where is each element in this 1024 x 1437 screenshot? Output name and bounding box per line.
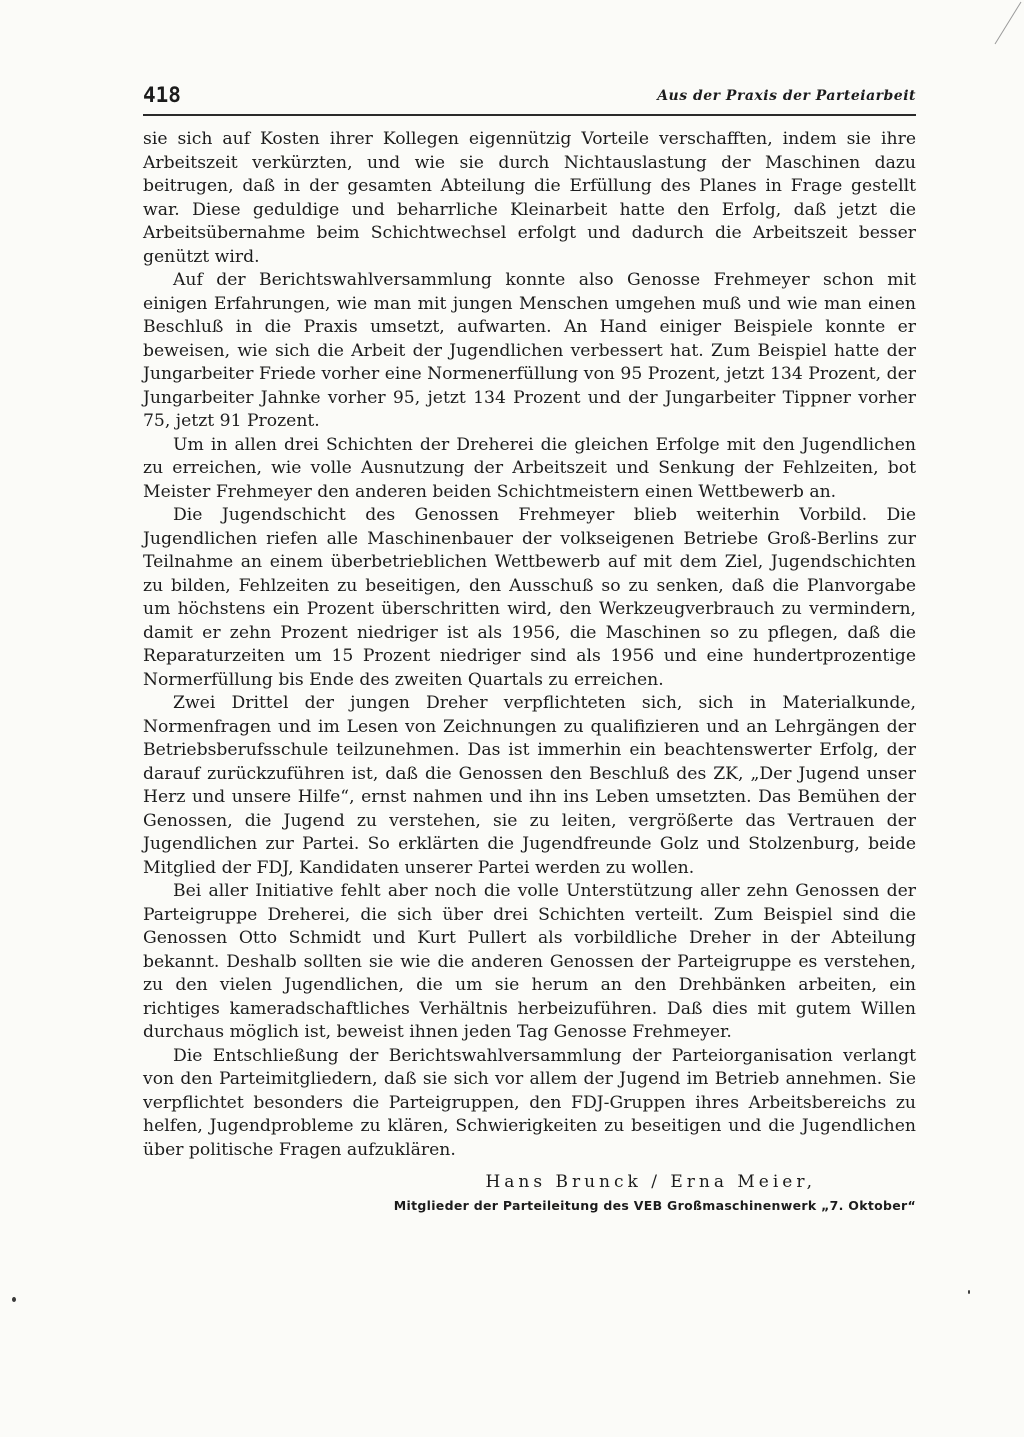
document-page [143,80,916,1213]
page-number: 418 [143,83,181,107]
paragraph-2: Auf der Berichtswahlversammlung konnte also Genosse Frehmeyer schon mit einigen Erfahrungen, wie man mit jungen Menschen umgehen muß und wie man einen Beschluß in die Praxis umsetzt, aufwarten. An Hand einiger Beispiele konnte er beweisen, wie sich die Arbeit der Jugendlichen verbessert hat. Zum Beispiel hatte der Jungarbeiter Friede vorher eine Normenerfüllung von 95 Prozent, jetzt 134 Prozent, der Jungarbeiter Jahnke vorher 95, jetzt 134 Prozent und der Jungarbeiter Tippner vorher 75, jetzt 91 Prozent. [143,270,916,431]
author-signature: Hans Brunck / Erna Meier, [485,1172,816,1192]
paragraph-5: Zwei Drittel der jungen Dreher verpflichteten sich, sich in Materialkunde, Normenfragen und im Lesen von Zeichnungen zu qualifizieren und an Lehrgängen der Betriebsberufsschule teilzunehmen. Das ist immerhin ein beachtenswerter Erfolg, der darauf zurückzuführen ist, daß die Genossen den Beschluß des ZK, „Der Jugend unser Herz und unsere Hilfe“, ernst nahmen und ihn ins Leben umsetzten. Das Bemühen der Genossen, die Jugend zu verstehen, sie zu leiten, vergrößerte das Vertrauen der Jugendlichen zur Partei. So erklärten die Jugendfreunde Golz und Stolzenburg, beide Mitglied der FDJ, Kandidaten unserer Partei werden zu wollen. [143,693,916,878]
paragraph-6: Bei aller Initiative fehlt aber noch die volle Unterstützung aller zehn Genossen der Parteigruppe Dreherei, die sich über drei Schichten verteilt. Zum Beispiel sind die Genossen Otto Schmidt und Kurt Pullert als vorbildliche Dreher in der Abteilung bekannt. Deshalb sollten sie wie die anderen Genossen der Parteigruppe es verstehen, zu den vielen Jugendlichen, die um sie herum an den Drehbänken arbeiten, ein richtiges kameradschaftliches Verhältnis herbeizuführen. Daß dies mit gutem Willen durchaus möglich ist, beweist ihnen jeden Tag Genosse Frehmeyer. [143,881,916,1042]
paragraph-4: Die Jugendschicht des Genossen Frehmeyer blieb weiterhin Vorbild. Die Jugendlichen riefen alle Maschinenbauer der volkseigenen Betriebe Groß-Berlins zur Teilnahme an einem überbetrieblichen Wettbewerb auf mit dem Ziel, Jugendschichten zu bilden, Fehlzeiten zu beseitigen, den Ausschuß so zu senken, daß die Planvorgabe um höchstens ein Prozent überschritten wird, den Werkzeugverbrauch zu vermindern, damit er zehn Prozent niedriger ist als 1956, die Maschinen so zu pflegen, daß die Reparaturzeiten um 15 Prozent niedriger sind als 1956 und eine hundertprozentige Normerfüllung bis Ende des zweiten Quartals zu erreichen. [143,505,916,690]
running-head: Aus der Praxis der Parteiarbeit [657,88,916,104]
scan-speck-left [12,1297,16,1302]
scan-scratch [985,0,1024,50]
paragraph-7: Die Entschließung der Berichtswahlversammlung der Parteiorganisation verlangt von den Parteimitgliedern, daß sie sich vor allem der Jugend im Betrieb annehmen. Sie verpflichtet besonders die Parteigruppen, den FDJ-Gruppen ihres Arbeitsbereichs zu helfen, Jugendprobleme zu klären, Schwierigkeiten zu beseitigen und die Jugendlichen über politische Fragen aufzuklären. [143,1045,916,1160]
author-affiliation: Mitglieder der Parteileitung des VEB Großmaschinenwerk „7. Oktober“ [393,1198,916,1213]
page-header [143,80,916,116]
article-body [143,128,916,1162]
scan-speck-right [968,1290,970,1294]
paragraph-3: Um in allen drei Schichten der Dreherei die gleichen Erfolge mit den Jugendlichen zu erreichen, wie volle Ausnutzung der Arbeitszeit und Senkung der Fehlzeiten, bot Meister Frehmeyer den anderen beiden Schichtmeistern einen Wettbewerb an. [143,434,916,502]
paragraph-1: sie sich auf Kosten ihrer Kollegen eigennützig Vorteile verschafften, indem sie ihre Arbeitszeit verkürzten, und wie sie durch Nichtauslastung der Maschinen dazu beitrugen, daß in der gesamten Abteilung die Erfüllung des Planes in Frage gestellt war. Diese geduldige und beharrliche Kleinarbeit hatte den Erfolg, daß jetzt die Arbeitsübernahme beim Schichtwechsel erfolgt und dadurch die Arbeitszeit besser genützt wird. [143,129,916,267]
